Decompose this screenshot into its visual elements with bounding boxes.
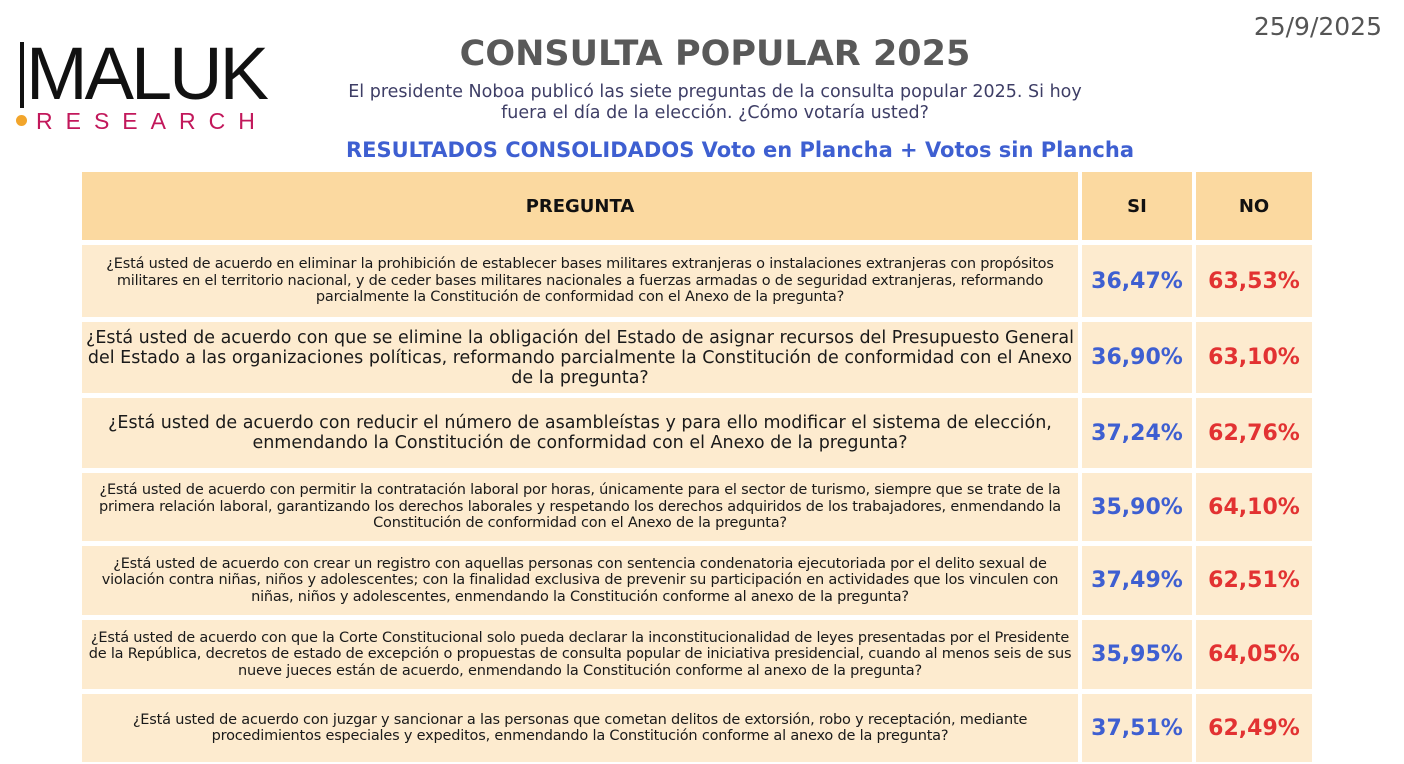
si-value: 36,90% — [1091, 345, 1183, 370]
question-text: ¿Está usted de acuerdo con juzgar y sancionar a las personas que cometan delitos de extorsión, robo y receptación, mediante procedimientos especiales y expeditos, enmendando la Constitución conforme al anexo de la pregunta? — [132, 711, 1028, 744]
si-cell — [1082, 620, 1192, 689]
si-cell — [1082, 546, 1192, 615]
question-cell — [82, 546, 1078, 615]
no-cell — [1196, 694, 1312, 762]
report-date: 25/9/2025 — [1253, 12, 1382, 41]
no-value: 63,10% — [1208, 345, 1300, 370]
no-cell — [1196, 322, 1312, 393]
question-cell — [82, 694, 1078, 762]
si-value: 36,47% — [1091, 268, 1183, 294]
si-cell — [1082, 473, 1192, 541]
table-row — [82, 245, 1312, 317]
question-text: ¿Está usted de acuerdo con que la Corte Constitucional solo pueda declarar la inconstitucionalidad de leyes presentadas por el Presidente de la República, decretos de estado de excepción o propuestas de consulta popular de iniciativa presidencial, cuando al menos seis de sus nueve jueces están de acuerdo, enmendando la Constitución conforme al anexo de la pregunta? — [88, 629, 1072, 679]
page-subtitle: El presidente Noboa publicó las siete preguntas de la consulta popular 2025. Si hoy fuera el día de la elección. ¿Cómo votaría usted? — [348, 82, 1082, 123]
table-row — [82, 546, 1312, 615]
question-cell — [82, 322, 1078, 393]
question-cell — [82, 473, 1078, 541]
no-value: 64,05% — [1208, 642, 1300, 667]
page-title: CONSULTA POPULAR 2025 — [459, 34, 971, 74]
si-cell — [1082, 245, 1192, 317]
si-value: 37,49% — [1091, 568, 1183, 593]
si-value: 35,90% — [1091, 494, 1183, 520]
table-row — [82, 694, 1312, 762]
question-text: ¿Está usted de acuerdo con crear un registro con aquellas personas con sentencia condenatoria ejecutoriada por el delito sexual de violación contra niñas, niños y adolescentes; con la finalidad exclusiva de prevenir su participación en actividades que los vinculen con niñas, niños y adolescentes, enmendando la Constitución conforme al anexo de la pregunta? — [101, 555, 1059, 605]
si-cell — [1082, 398, 1192, 468]
no-cell — [1196, 473, 1312, 541]
question-text: ¿Está usted de acuerdo con permitir la contratación laboral por horas, únicamente para el sector de turismo, siempre que se trate de la primera relación laboral, garantizando los derechos laborales y respetando los derechos adquiridos de los trabajadores, enmendando la Constitución de conformidad con el Anexo de la pregunta? — [99, 482, 1061, 532]
no-cell — [1196, 245, 1312, 317]
results-table — [82, 172, 1312, 762]
no-cell — [1196, 398, 1312, 468]
header-no: NO — [1196, 172, 1312, 240]
logo-dot — [16, 115, 27, 126]
question-text: ¿Está usted de acuerdo con que se elimine la obligación del Estado de asignar recursos del Presupuesto General del Estado a las organizaciones políticas, reformando parcialmente la Constitución de conformidad con el Anexo de la pregunta? — [86, 327, 1074, 388]
si-value: 35,95% — [1091, 642, 1183, 667]
no-cell — [1196, 546, 1312, 615]
header-question: PREGUNTA — [82, 172, 1078, 240]
question-cell — [82, 245, 1078, 317]
results-heading: RESULTADOS CONSOLIDADOS Voto en Plancha + Votos sin Plancha — [345, 138, 1135, 162]
question-cell — [82, 398, 1078, 468]
question-cell — [82, 620, 1078, 689]
si-value: 37,51% — [1091, 715, 1183, 741]
logo-main-text: MALUK — [26, 32, 266, 115]
table-row — [82, 322, 1312, 393]
maluk-research-logo — [16, 32, 296, 136]
si-value: 37,24% — [1091, 420, 1183, 446]
no-value: 62,49% — [1208, 715, 1300, 741]
logo-bar — [20, 42, 24, 108]
no-value: 63,53% — [1208, 268, 1300, 294]
table-row — [82, 398, 1312, 468]
logo-sub-text: RESEARCH — [36, 108, 268, 134]
si-cell — [1082, 322, 1192, 393]
header-si: SI — [1082, 172, 1192, 240]
table-row — [82, 620, 1312, 689]
si-cell — [1082, 694, 1192, 762]
no-cell — [1196, 620, 1312, 689]
table-header-row — [82, 172, 1312, 240]
question-text: ¿Está usted de acuerdo con reducir el número de asambleístas y para ello modificar el sistema de elección, enmendando la Constitución de conformidad con el Anexo de la pregunta? — [108, 413, 1052, 453]
no-value: 62,51% — [1208, 568, 1300, 593]
no-value: 62,76% — [1208, 420, 1300, 446]
no-value: 64,10% — [1208, 494, 1300, 520]
question-text: ¿Está usted de acuerdo en eliminar la prohibición de establecer bases militares extranjeras o instalaciones extranjeras con propósitos militares en el territorio nacional, y de ceder bases militares nacionales a fuerzas armadas o de seguridad extranjeras, reformando parcialmente la Constitución de conformidad con el Anexo de la pregunta? — [106, 256, 1054, 306]
table-row — [82, 473, 1312, 541]
